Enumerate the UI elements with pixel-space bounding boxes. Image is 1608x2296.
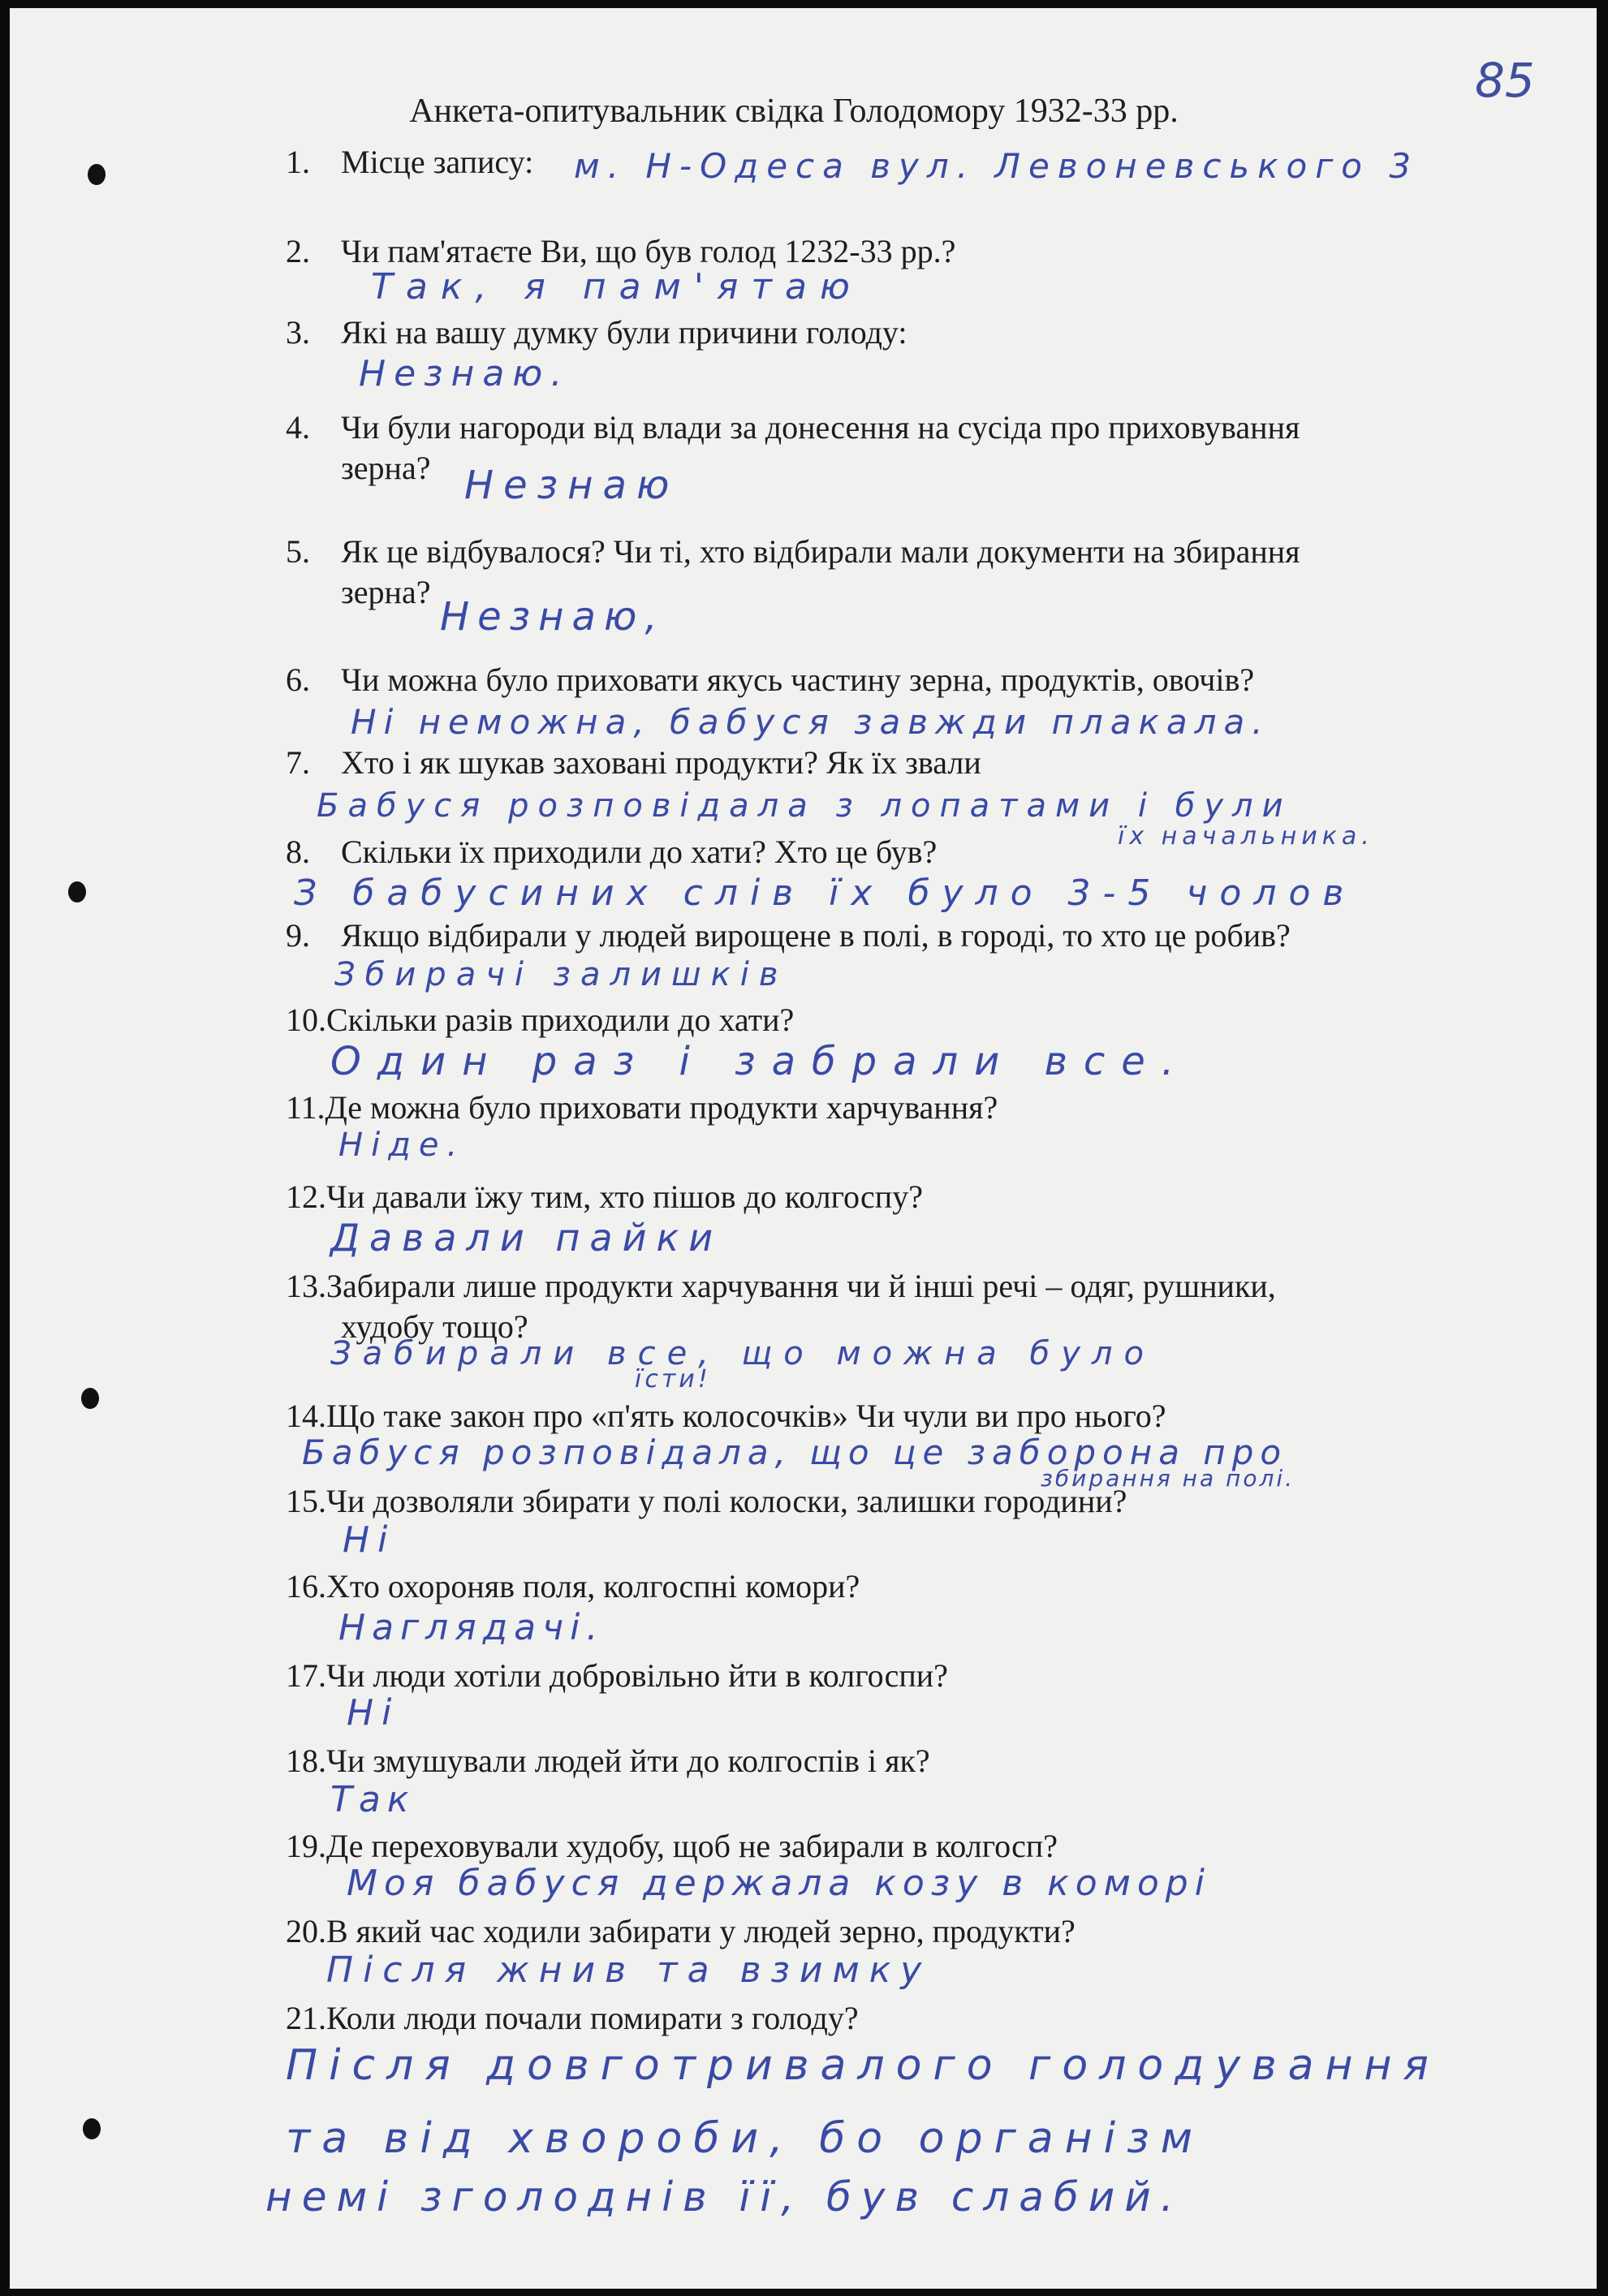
question-20: 20.В який час ходили забирати у людей зерно, продукти? bbox=[286, 1913, 1076, 1949]
binder-hole bbox=[83, 2118, 101, 2139]
question-18: 18.Чи змушували людей йти до колгоспів і як? bbox=[286, 1742, 930, 1779]
question-13: 13.Забирали лише продукти харчування чи й інші речі – одяг, рушники, bbox=[286, 1268, 1276, 1304]
question-16: 16.Хто охороняв поля, колгоспні комори? bbox=[286, 1568, 860, 1605]
question-19: 19.Де переховували худобу, щоб не забирали в колгосп? bbox=[286, 1828, 1058, 1864]
answer-12: Давали пайки bbox=[330, 1216, 723, 1260]
answer-21-line-2: та від хвороби, бо організм bbox=[286, 2114, 1204, 2163]
question-9: 9. Якщо відбирали у людей вирощене в полі, в городі, то хто це робив? bbox=[286, 917, 1291, 954]
question-10: 10.Скільки разів приходили до хати? bbox=[286, 1002, 795, 1038]
question-1: 1. Місце запису: bbox=[286, 144, 534, 180]
answer-10: Один раз і забрали все. bbox=[330, 1039, 1191, 1084]
answer-8: З бабусиних слів їх було 3-5 чолов bbox=[294, 872, 1356, 914]
question-4-continued: зерна? bbox=[341, 450, 431, 486]
answer-2: Так, я пам'ятаю bbox=[371, 266, 863, 308]
answer-20: Після жнив та взимку bbox=[326, 1949, 932, 1991]
answer-18: Так bbox=[330, 1779, 416, 1820]
question-7: 7. Хто і як шукав заховані продукти? Як їх звали bbox=[286, 744, 981, 781]
answer-19: Моя бабуся держала козу в коморі bbox=[347, 1863, 1211, 1904]
question-15: 15.Чи дозволяли збирати у полі колоски, залишки городини? bbox=[286, 1483, 1127, 1519]
binder-hole bbox=[68, 881, 86, 902]
question-21: 21.Коли люди почали помирати з голоду? bbox=[286, 2000, 859, 2036]
answer-16: Наглядачі. bbox=[338, 1607, 605, 1648]
question-8: 8. Скільки їх приходили до хати? Хто це був? bbox=[286, 834, 938, 870]
answer-14: Бабуся розповідала, що це заборона про bbox=[302, 1432, 1288, 1472]
question-17: 17.Чи люди хотіли добровільно йти в колгоспи? bbox=[286, 1657, 948, 1694]
binder-hole bbox=[81, 1388, 99, 1409]
binder-hole bbox=[88, 164, 106, 185]
question-14: 14.Що таке закон про «п'ять колосочків» Чи чули ви про нього? bbox=[286, 1398, 1166, 1434]
answer-13-continued: їсти! bbox=[635, 1365, 711, 1394]
answer-1: м. Н-Одеса вул. Левоневського 3 bbox=[574, 146, 1420, 186]
answer-6: Ні неможна, бабуся завжди плакала. bbox=[351, 702, 1270, 742]
question-6: 6. Чи можна було приховати якусь частину зерна, продуктів, овочів? bbox=[286, 661, 1255, 698]
answer-17: Ні bbox=[347, 1692, 400, 1734]
answer-21: Після довготривалого голодування bbox=[286, 2041, 1440, 2090]
document-page bbox=[10, 8, 1597, 2289]
question-13-continued: худобу тощо? bbox=[341, 1308, 528, 1345]
question-2: 2. Чи пам'ятаєте Ви, що був голод 1232-33 рр.? bbox=[286, 233, 956, 269]
page-title: Анкета-опитувальник свідка Голодомору 1932-33 рр. bbox=[409, 93, 1179, 130]
answer-21-line-3: немі зголоднів її, був слабий. bbox=[265, 2173, 1183, 2221]
question-11: 11.Де можна було приховати продукти харчування? bbox=[286, 1089, 998, 1126]
question-5-continued: зерна? bbox=[341, 574, 431, 610]
question-3: 3. Які на вашу думку були причини голоду: bbox=[286, 314, 907, 351]
answer-13: Забирали все, що можна було bbox=[330, 1335, 1155, 1372]
answer-4: Незнаю bbox=[464, 463, 679, 508]
answer-11: Ніде. bbox=[338, 1126, 466, 1164]
answer-3: Незнаю. bbox=[359, 353, 571, 394]
question-4: 4. Чи були нагороди від влади за донесення на сусіда про приховування bbox=[286, 409, 1300, 446]
page-number: 85 bbox=[1475, 53, 1535, 108]
question-5: 5. Як це відбувалося? Чи ті, хто відбирали мали документи на збирання bbox=[286, 533, 1300, 570]
answer-15: Ні bbox=[343, 1519, 396, 1561]
answer-14-continued: збирання на полі. bbox=[1041, 1465, 1295, 1492]
question-12: 12.Чи давали їжу тим, хто пішов до колгоспу? bbox=[286, 1178, 923, 1215]
answer-5: Незнаю, bbox=[440, 594, 666, 640]
answer-9: Збирачі залишків bbox=[334, 956, 788, 993]
answer-7: Бабуся розповідала з лопатами і були bbox=[317, 787, 1292, 825]
answer-7-continued: їх начальника. bbox=[1118, 822, 1374, 851]
